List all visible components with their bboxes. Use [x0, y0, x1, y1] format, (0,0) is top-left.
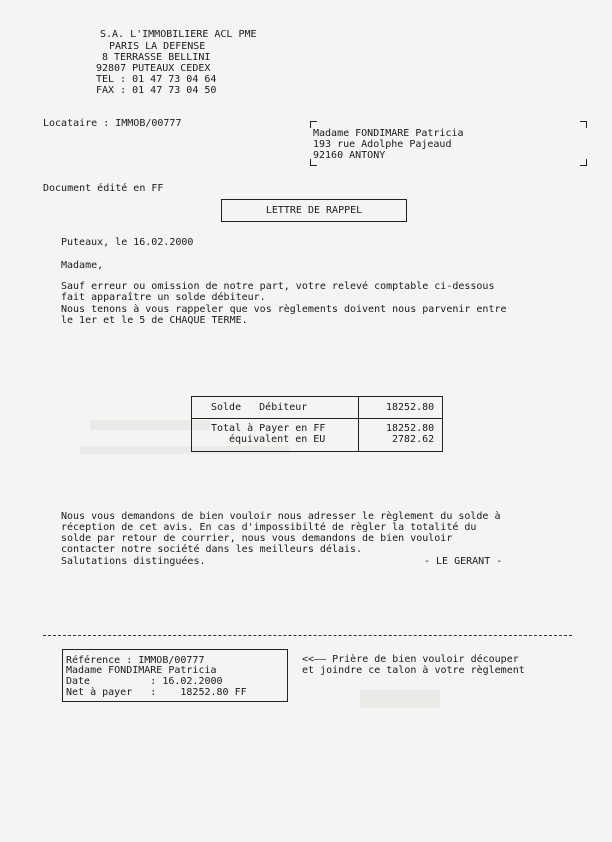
- sender-company: S.A. L'IMMOBILIERE ACL PME: [100, 29, 257, 40]
- closing-line: solde par retour de courrier, nous vous demandons de bien vouloir: [61, 533, 453, 544]
- sender-postal: 92807 PUTEAUX CEDEX: [96, 63, 211, 74]
- recipient-city: 92160 ANTONY: [313, 150, 386, 161]
- balance-table-col-divider: [358, 396, 359, 451]
- intro-line: le 1er et le 5 de CHAQUE TERME.: [61, 315, 248, 326]
- stub-reference: Référence : IMMOB/00777: [66, 655, 205, 666]
- intro-line: fait apparaître un solde débiteur.: [61, 292, 266, 303]
- closing-line: Nous vous demandons de bien vouloir nous adresser le règlement du solde à: [61, 511, 501, 522]
- sender-fax: FAX : 01 47 73 04 50: [96, 85, 217, 96]
- closing-line: Salutations distinguées.: [61, 556, 206, 567]
- stub-net-amount: Net à payer : 18252.80 FF: [66, 687, 247, 698]
- balance-row2-value: 2782.62: [392, 434, 435, 445]
- stub-date: Date : 16.02.2000: [66, 676, 223, 687]
- intro-line: Nous tenons à vous rappeler que vos règlements doivent nous parvenir entre: [61, 304, 507, 315]
- recipient-street: 193 rue Adolphe Pajeaud: [313, 139, 452, 150]
- balance-row2-label: Total à Payer en FF: [211, 423, 326, 434]
- cut-line: [43, 635, 572, 636]
- sender-tel: TEL : 01 47 73 04 64: [96, 74, 217, 85]
- address-window-corner: [580, 121, 587, 128]
- address-window-corner: [580, 159, 587, 166]
- tenant-reference: Locataire : IMMOB/00777: [43, 118, 182, 129]
- document-title: LETTRE DE RAPPEL: [265, 205, 363, 216]
- currency-note: Document édité en FF: [43, 183, 164, 194]
- recipient-name: Madame FONDIMARE Patricia: [313, 128, 464, 139]
- balance-row2-value: 18252.80: [386, 423, 435, 434]
- intro-line: Sauf erreur ou omission de notre part, votre relevé comptable ci-dessous: [61, 281, 495, 292]
- sender-city-line: PARIS LA DEFENSE: [109, 41, 206, 52]
- salutation: Madame,: [61, 260, 104, 271]
- bleed-through-mark: [360, 690, 440, 708]
- balance-table-row-divider: [191, 418, 442, 419]
- balance-row1-value: 18252.80: [386, 402, 435, 413]
- sender-street: 8 TERRASSE BELLINI: [102, 52, 211, 63]
- stub-instruction: <<—— Prière de bien vouloir découper: [302, 654, 519, 665]
- stub-instruction: et joindre ce talon à votre règlement: [302, 665, 525, 676]
- signature: - LE GERANT -: [424, 556, 503, 567]
- closing-line: contacter notre société dans les meilleurs délais.: [61, 544, 363, 555]
- balance-row1-label: Solde Débiteur: [211, 402, 308, 413]
- stub-name: Madame FONDIMARE Patricia: [66, 665, 217, 676]
- balance-row2-label: équivalent en EU: [229, 434, 326, 445]
- closing-line: réception de cet avis. En cas d'impossibilté de règler la totalité du: [61, 522, 477, 533]
- date-line: Puteaux, le 16.02.2000: [61, 237, 194, 248]
- address-window-corner: [310, 121, 317, 128]
